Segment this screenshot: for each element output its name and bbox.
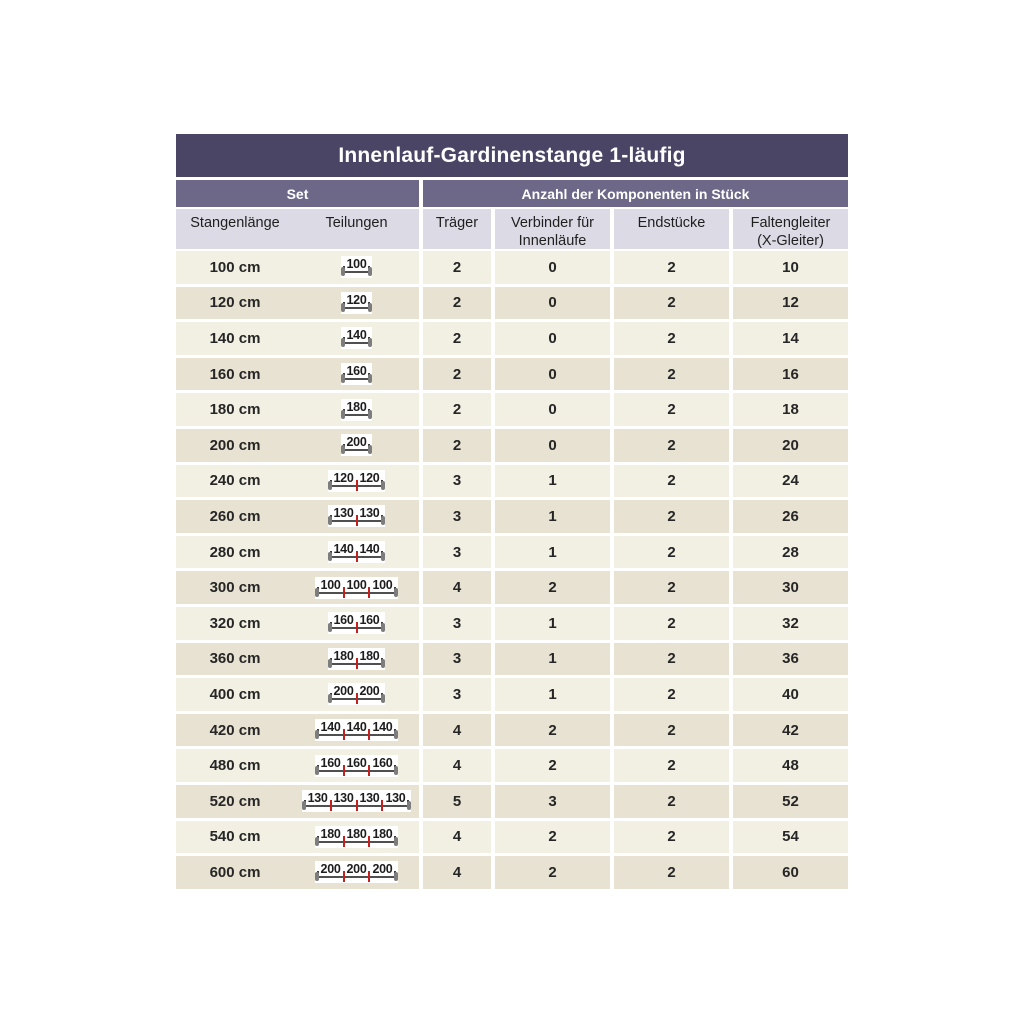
verbinder-value: 1 (495, 678, 610, 711)
verbinder-value: 1 (495, 607, 610, 640)
traeger-value: 4 (423, 749, 491, 782)
teilungen-cell (294, 861, 419, 883)
traeger-value: 4 (423, 714, 491, 747)
table-row (176, 465, 848, 498)
verbinder-value: 2 (495, 714, 610, 747)
faltengleiter-value: 42 (733, 714, 848, 747)
stangenlaenge-value: 180 cm (209, 401, 261, 419)
stangenlaenge-value: 120 cm (209, 294, 261, 312)
segment-length-label: 140 (333, 542, 354, 557)
teilungen-dimension-diagram (341, 434, 373, 456)
segment-junction-tick (368, 587, 370, 598)
set-cell (176, 571, 419, 604)
segment-junction-tick (356, 622, 358, 633)
table-row (176, 749, 848, 782)
dimension-line (318, 592, 396, 594)
set-cell (176, 536, 419, 569)
faltengleiter-value: 26 (733, 500, 848, 533)
segment-length-label: 160 (333, 613, 354, 628)
dimension-line (318, 734, 396, 736)
faltengleiter-value: 16 (733, 358, 848, 391)
segment-length-label: 130 (307, 791, 328, 806)
faltengleiter-value: 18 (733, 393, 848, 426)
segment-junction-tick (368, 836, 370, 847)
stangenlaenge-value: 200 cm (209, 436, 261, 454)
segment-junction-tick (343, 765, 345, 776)
endstuecke-value: 2 (614, 749, 729, 782)
stangenlaenge-value: 240 cm (209, 472, 261, 490)
teilungen-cell (294, 399, 419, 421)
traeger-value: 2 (423, 322, 491, 355)
dimension-line (344, 271, 370, 273)
teilungen-cell (294, 505, 419, 527)
stangenlaenge-value: 480 cm (209, 757, 261, 775)
traeger-value: 3 (423, 465, 491, 498)
stangenlaenge-value: 320 cm (209, 614, 261, 632)
dimension-end-tick (330, 480, 332, 488)
group-header-components: Anzahl der Komponenten in Stück (423, 180, 848, 207)
segment-length-label: 160 (372, 755, 393, 770)
teilungen-dimension-diagram (341, 256, 373, 278)
traeger-value: 3 (423, 643, 491, 676)
teilungen-cell (294, 648, 419, 670)
segment-length-label: 140 (346, 720, 367, 735)
endstuecke-value: 2 (614, 571, 729, 604)
table-row (176, 429, 848, 462)
segment-length-label: 140 (320, 720, 341, 735)
set-cell (176, 251, 419, 284)
segment-length-label: 100 (346, 577, 367, 592)
endstuecke-value: 2 (614, 500, 729, 533)
column-header-set-group (176, 209, 419, 249)
dimension-line (344, 449, 370, 451)
teilungen-cell (294, 826, 419, 848)
segment-length-label: 180 (346, 826, 367, 841)
segment-junction-tick (356, 551, 358, 562)
teilungen-dimension-diagram (315, 719, 399, 741)
segment-junction-tick (356, 658, 358, 669)
teilungen-dimension-diagram (328, 470, 386, 492)
dimension-end-tick (394, 765, 396, 773)
set-cell (176, 393, 419, 426)
faltengleiter-value: 52 (733, 785, 848, 818)
column-header-faltengleiter-line2: (X-Gleiter) (757, 233, 824, 249)
endstuecke-value: 2 (614, 714, 729, 747)
endstuecke-value: 2 (614, 322, 729, 355)
faltengleiter-value: 28 (733, 536, 848, 569)
endstuecke-value: 2 (614, 678, 729, 711)
endstuecke-value: 2 (614, 856, 729, 889)
endstuecke-value: 2 (614, 393, 729, 426)
dimension-line (318, 876, 396, 878)
segment-length-label: 100 (372, 577, 393, 592)
stangenlaenge-value: 140 cm (209, 329, 261, 347)
table-row (176, 785, 848, 818)
set-cell (176, 678, 419, 711)
verbinder-value: 0 (495, 358, 610, 391)
segment-length-label: 100 (320, 577, 341, 592)
teilungen-dimension-diagram (341, 363, 373, 385)
dimension-end-tick (381, 693, 383, 701)
table-row (176, 358, 848, 391)
teilungen-dimension-diagram (328, 505, 386, 527)
dimension-end-tick (317, 729, 319, 737)
set-cell (176, 643, 419, 676)
traeger-value: 2 (423, 393, 491, 426)
segment-length-label: 200 (320, 862, 341, 877)
dimension-end-tick (317, 836, 319, 844)
dimension-end-tick (343, 444, 345, 452)
teilungen-dimension-diagram (328, 541, 386, 563)
segment-junction-tick (368, 729, 370, 740)
traeger-value: 3 (423, 678, 491, 711)
teilungen-cell (294, 541, 419, 563)
segment-junction-tick (356, 480, 358, 491)
set-cell (176, 465, 419, 498)
dimension-end-tick (368, 337, 370, 345)
segment-length-label: 130 (333, 791, 354, 806)
traeger-value: 2 (423, 287, 491, 320)
segment-length-label: 200 (333, 684, 354, 699)
dimension-end-tick (394, 729, 396, 737)
teilungen-dimension-diagram (341, 327, 373, 349)
set-cell (176, 856, 419, 889)
table-row (176, 678, 848, 711)
dimension-end-tick (368, 302, 370, 310)
verbinder-value: 1 (495, 465, 610, 498)
segment-length-label: 180 (372, 826, 393, 841)
table-body (176, 251, 848, 889)
endstuecke-value: 2 (614, 465, 729, 498)
segment-length-label: 140 (346, 328, 367, 343)
endstuecke-value: 2 (614, 643, 729, 676)
segment-junction-tick (343, 729, 345, 740)
column-header-verbinder-line2: Innenläufe (518, 233, 587, 249)
segment-length-label: 160 (346, 364, 367, 379)
endstuecke-value: 2 (614, 785, 729, 818)
endstuecke-value: 2 (614, 607, 729, 640)
faltengleiter-value: 14 (733, 322, 848, 355)
teilungen-dimension-diagram (315, 861, 399, 883)
dimension-end-tick (407, 800, 409, 808)
verbinder-value: 1 (495, 536, 610, 569)
spec-table (176, 134, 848, 889)
table-row (176, 714, 848, 747)
faltengleiter-value: 40 (733, 678, 848, 711)
table-row (176, 607, 848, 640)
endstuecke-value: 2 (614, 821, 729, 854)
teilungen-cell (294, 327, 419, 349)
traeger-value: 2 (423, 251, 491, 284)
segment-length-label: 140 (359, 542, 380, 557)
traeger-value: 4 (423, 856, 491, 889)
stangenlaenge-value: 160 cm (209, 365, 261, 383)
teilungen-cell (294, 755, 419, 777)
teilungen-cell (294, 719, 419, 741)
teilungen-dimension-diagram (315, 826, 399, 848)
column-header-teilungen: Teilungen (325, 215, 388, 231)
traeger-value: 3 (423, 536, 491, 569)
dimension-end-tick (317, 871, 319, 879)
segment-junction-tick (343, 836, 345, 847)
dimension-end-tick (394, 587, 396, 595)
faltengleiter-value: 36 (733, 643, 848, 676)
faltengleiter-value: 24 (733, 465, 848, 498)
segment-length-label: 120 (359, 470, 380, 485)
stangenlaenge-value: 300 cm (209, 579, 261, 597)
teilungen-dimension-diagram (315, 577, 399, 599)
dimension-line (344, 307, 370, 309)
column-header-faltengleiter-line1: Faltengleiter (750, 215, 831, 231)
dimension-end-tick (381, 480, 383, 488)
dimension-end-tick (381, 658, 383, 666)
endstuecke-value: 2 (614, 287, 729, 320)
teilungen-cell (294, 434, 419, 456)
segment-junction-tick (368, 765, 370, 776)
teilungen-dimension-diagram (341, 399, 373, 421)
dimension-end-tick (330, 515, 332, 523)
set-cell (176, 429, 419, 462)
segment-length-label: 180 (333, 648, 354, 663)
group-header-set: Set (176, 180, 419, 207)
traeger-value: 3 (423, 607, 491, 640)
segment-length-label: 120 (346, 292, 367, 307)
table-row (176, 287, 848, 320)
dimension-line (344, 342, 370, 344)
dimension-end-tick (330, 693, 332, 701)
verbinder-value: 1 (495, 500, 610, 533)
traeger-value: 2 (423, 429, 491, 462)
endstuecke-value: 2 (614, 251, 729, 284)
stangenlaenge-value: 100 cm (209, 258, 261, 276)
stangenlaenge-value: 360 cm (209, 650, 261, 668)
table-row (176, 536, 848, 569)
segment-length-label: 200 (372, 862, 393, 877)
dimension-end-tick (381, 622, 383, 630)
traeger-value: 5 (423, 785, 491, 818)
verbinder-value: 2 (495, 821, 610, 854)
dimension-line (318, 841, 396, 843)
dimension-line (344, 414, 370, 416)
dimension-end-tick (368, 373, 370, 381)
dimension-end-tick (343, 373, 345, 381)
table-row (176, 856, 848, 889)
segment-length-label: 160 (320, 755, 341, 770)
endstuecke-value: 2 (614, 536, 729, 569)
dimension-end-tick (304, 800, 306, 808)
faltengleiter-value: 54 (733, 821, 848, 854)
verbinder-value: 3 (495, 785, 610, 818)
teilungen-cell (294, 612, 419, 634)
verbinder-value: 0 (495, 393, 610, 426)
table-row (176, 643, 848, 676)
dimension-end-tick (394, 836, 396, 844)
faltengleiter-value: 48 (733, 749, 848, 782)
verbinder-value: 2 (495, 856, 610, 889)
column-header-endstuecke: Endstücke (614, 209, 729, 249)
dimension-end-tick (343, 302, 345, 310)
teilungen-dimension-diagram (328, 612, 386, 634)
verbinder-value: 2 (495, 571, 610, 604)
traeger-value: 3 (423, 500, 491, 533)
segment-junction-tick (330, 800, 332, 811)
teilungen-cell (294, 577, 419, 599)
column-header-traeger: Träger (423, 209, 491, 249)
set-cell (176, 322, 419, 355)
verbinder-value: 0 (495, 251, 610, 284)
segment-length-label: 160 (359, 613, 380, 628)
endstuecke-value: 2 (614, 429, 729, 462)
column-header-verbinder (495, 209, 610, 249)
set-cell (176, 714, 419, 747)
verbinder-value: 0 (495, 429, 610, 462)
dimension-end-tick (317, 587, 319, 595)
segment-length-label: 140 (372, 720, 393, 735)
table-title-bar (176, 134, 848, 177)
dimension-end-tick (343, 266, 345, 274)
set-cell (176, 358, 419, 391)
faltengleiter-value: 30 (733, 571, 848, 604)
endstuecke-value: 2 (614, 358, 729, 391)
segment-length-label: 180 (346, 399, 367, 414)
verbinder-value: 1 (495, 643, 610, 676)
column-header-stangenlaenge: Stangenlänge (190, 215, 280, 231)
segment-junction-tick (368, 871, 370, 882)
dimension-end-tick (317, 765, 319, 773)
faltengleiter-value: 60 (733, 856, 848, 889)
segment-length-label: 200 (359, 684, 380, 699)
table-row (176, 500, 848, 533)
set-cell (176, 287, 419, 320)
table-row (176, 393, 848, 426)
dimension-line (344, 378, 370, 380)
faltengleiter-value: 12 (733, 287, 848, 320)
stangenlaenge-value: 420 cm (209, 721, 261, 739)
table-row (176, 322, 848, 355)
set-cell (176, 749, 419, 782)
set-cell (176, 607, 419, 640)
set-cell (176, 785, 419, 818)
teilungen-cell (294, 256, 419, 278)
verbinder-value: 0 (495, 322, 610, 355)
column-header-row (176, 209, 848, 249)
segment-length-label: 130 (333, 506, 354, 521)
segment-junction-tick (343, 587, 345, 598)
dimension-end-tick (381, 515, 383, 523)
stangenlaenge-value: 600 cm (209, 863, 261, 881)
table-row (176, 571, 848, 604)
column-header-verbinder-line1: Verbinder für (510, 215, 595, 231)
dimension-line (318, 770, 396, 772)
segment-junction-tick (381, 800, 383, 811)
dimension-end-tick (368, 444, 370, 452)
segment-length-label: 130 (359, 791, 380, 806)
segment-length-label: 200 (346, 435, 367, 450)
stangenlaenge-value: 400 cm (209, 685, 261, 703)
faltengleiter-value: 20 (733, 429, 848, 462)
stangenlaenge-value: 280 cm (209, 543, 261, 561)
segment-length-label: 120 (333, 470, 354, 485)
dimension-end-tick (330, 551, 332, 559)
verbinder-value: 0 (495, 287, 610, 320)
dimension-end-tick (343, 409, 345, 417)
stangenlaenge-value: 260 cm (209, 507, 261, 525)
segment-junction-tick (356, 693, 358, 704)
dimension-end-tick (394, 871, 396, 879)
table-row (176, 821, 848, 854)
teilungen-cell (294, 363, 419, 385)
faltengleiter-value: 32 (733, 607, 848, 640)
teilungen-cell (294, 683, 419, 705)
dimension-end-tick (381, 551, 383, 559)
teilungen-dimension-diagram (315, 755, 399, 777)
dimension-end-tick (330, 622, 332, 630)
teilungen-cell (294, 790, 419, 812)
segment-junction-tick (343, 871, 345, 882)
segment-length-label: 130 (359, 506, 380, 521)
stangenlaenge-value: 520 cm (209, 792, 261, 810)
teilungen-dimension-diagram (328, 683, 386, 705)
traeger-value: 4 (423, 571, 491, 604)
verbinder-value: 2 (495, 749, 610, 782)
set-cell (176, 821, 419, 854)
set-cell (176, 500, 419, 533)
stangenlaenge-value: 540 cm (209, 828, 261, 846)
segment-junction-tick (356, 800, 358, 811)
teilungen-cell (294, 470, 419, 492)
segment-length-label: 100 (346, 257, 367, 272)
dimension-end-tick (343, 337, 345, 345)
column-header-faltengleiter (733, 209, 848, 249)
group-header-row (176, 180, 848, 207)
table-title: Innenlauf-Gardinenstange 1-läufig (338, 143, 686, 167)
dimension-end-tick (330, 658, 332, 666)
dimension-end-tick (368, 266, 370, 274)
dimension-end-tick (368, 409, 370, 417)
teilungen-dimension-diagram (328, 648, 386, 670)
teilungen-dimension-diagram (302, 790, 412, 812)
table-row (176, 251, 848, 284)
segment-length-label: 130 (385, 791, 406, 806)
faltengleiter-value: 10 (733, 251, 848, 284)
segment-length-label: 180 (320, 826, 341, 841)
teilungen-cell (294, 292, 419, 314)
traeger-value: 2 (423, 358, 491, 391)
segment-junction-tick (356, 515, 358, 526)
traeger-value: 4 (423, 821, 491, 854)
segment-length-label: 180 (359, 648, 380, 663)
teilungen-dimension-diagram (341, 292, 373, 314)
segment-length-label: 160 (346, 755, 367, 770)
segment-length-label: 200 (346, 862, 367, 877)
